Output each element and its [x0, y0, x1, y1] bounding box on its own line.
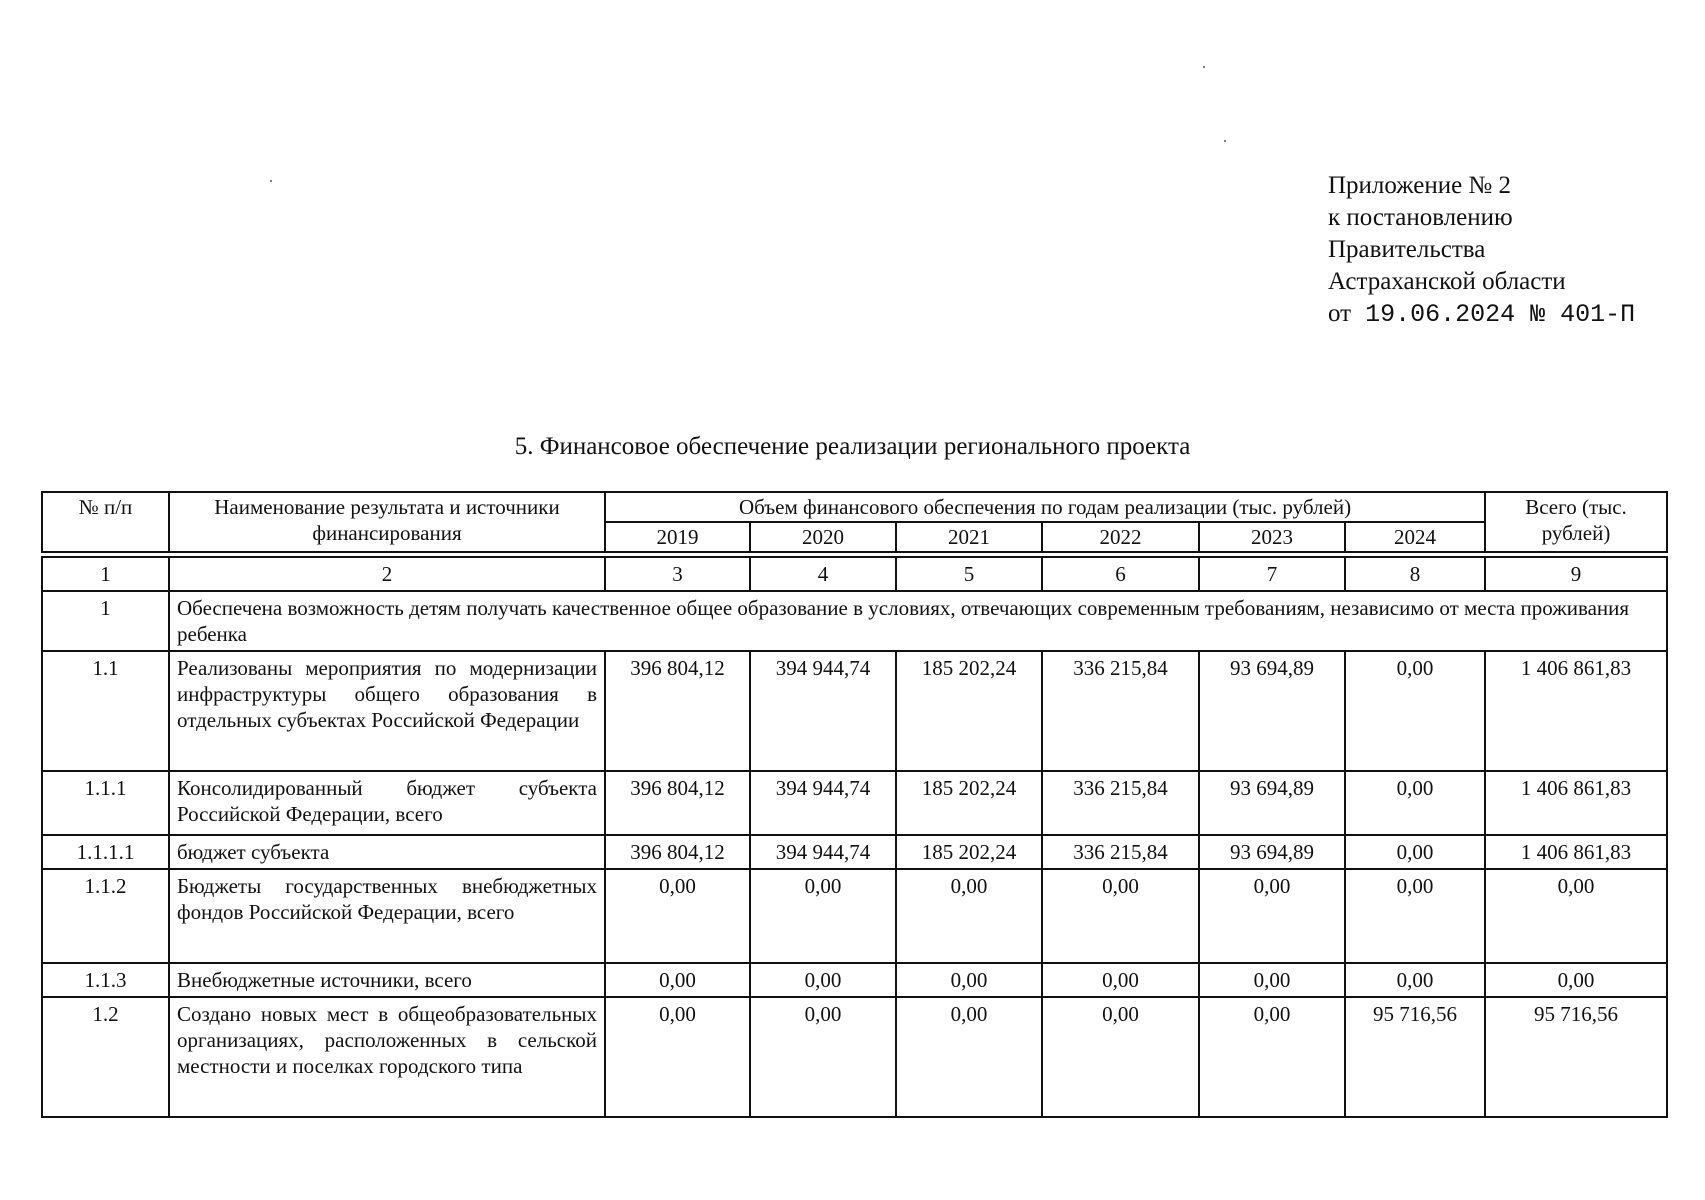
total-cell: 0,00: [1485, 869, 1667, 963]
column-number: 2: [169, 557, 605, 591]
value-cell: 336 215,84: [1042, 651, 1199, 771]
value-cell: 93 694,89: [1199, 835, 1345, 869]
column-number: 4: [750, 557, 896, 591]
value-cell: 0,00: [1345, 869, 1485, 963]
value-cell: 185 202,24: [896, 835, 1042, 869]
column-number: 1: [42, 557, 169, 591]
value-cell: 0,00: [750, 869, 896, 963]
appendix-block: [1328, 170, 1635, 331]
scan-speck: [1224, 140, 1226, 142]
row-number: 1: [42, 591, 169, 651]
row-number: 1.1.2: [42, 869, 169, 963]
scan-speck: [1203, 66, 1205, 68]
header-year: 2023: [1199, 522, 1345, 552]
value-cell: 336 215,84: [1042, 771, 1199, 835]
header-name: Наименование результата и источники финансирования: [169, 492, 605, 552]
row-name: Бюджеты государственных внебюджетных фондов Российской Федерации, всего: [169, 869, 605, 963]
section-row: [42, 591, 1667, 651]
row-name: Создано новых мест в общеобразовательных организациях, расположенных в сельской местности и поселках городского типа: [169, 997, 605, 1117]
value-cell: 394 944,74: [750, 835, 896, 869]
scan-speck: [270, 180, 272, 182]
value-cell: 0,00: [1345, 963, 1485, 997]
value-cell: 0,00: [605, 869, 750, 963]
row-number: 1.1.3: [42, 963, 169, 997]
value-cell: 394 944,74: [750, 651, 896, 771]
table-row: [42, 771, 1667, 835]
value-cell: 0,00: [605, 997, 750, 1117]
value-cell: 0,00: [1042, 869, 1199, 963]
value-cell: 0,00: [1345, 835, 1485, 869]
table-row: [42, 651, 1667, 771]
row-number: 1.1.1.1: [42, 835, 169, 869]
value-cell: 185 202,24: [896, 651, 1042, 771]
value-cell: 185 202,24: [896, 771, 1042, 835]
row-name: Реализованы мероприятия по модернизации инфраструктуры общего образования в отдельных субъектах Российской Федерации: [169, 651, 605, 771]
value-cell: 0,00: [1042, 997, 1199, 1117]
row-number: 1.2: [42, 997, 169, 1117]
value-cell: 0,00: [1199, 963, 1345, 997]
section-title: 5. Финансовое обеспечение реализации регионального проекта: [514, 433, 1191, 460]
column-number: 3: [605, 557, 750, 591]
table-row: [42, 963, 1667, 997]
value-cell: 0,00: [750, 963, 896, 997]
row-number: 1.1.1: [42, 771, 169, 835]
value-cell: 394 944,74: [750, 771, 896, 835]
appendix-line: Правительства: [1328, 236, 1486, 263]
column-number: 9: [1485, 557, 1667, 591]
column-number: 6: [1042, 557, 1199, 591]
value-cell: 93 694,89: [1199, 651, 1345, 771]
total-cell: 1 406 861,83: [1485, 835, 1667, 869]
value-cell: 396 804,12: [605, 835, 750, 869]
value-cell: 0,00: [750, 997, 896, 1117]
total-cell: 95 716,56: [1485, 997, 1667, 1117]
column-number: 5: [896, 557, 1042, 591]
financing-table: [41, 491, 1668, 1118]
date-prefix: от: [1328, 300, 1352, 327]
header-num: № п/п: [42, 492, 169, 552]
value-cell: 95 716,56: [1345, 997, 1485, 1117]
row-number: 1.1: [42, 651, 169, 771]
header-year: 2019: [605, 522, 750, 552]
row-name: Внебюджетные источники, всего: [169, 963, 605, 997]
value-cell: 0,00: [1199, 869, 1345, 963]
section-text: Обеспечена возможность детям получать качественное общее образование в условиях, отвечающих современным требованиям, независимо от места проживания ребенка: [169, 591, 1667, 651]
value-cell: 336 215,84: [1042, 835, 1199, 869]
value-cell: 0,00: [1345, 651, 1485, 771]
value-cell: 0,00: [1199, 997, 1345, 1117]
resolution-date-number: 19.06.2024 № 401-П: [1365, 300, 1636, 329]
column-number: 8: [1345, 557, 1485, 591]
value-cell: 396 804,12: [605, 651, 750, 771]
row-name: бюджет субъекта: [169, 835, 605, 869]
header-year: 2020: [750, 522, 896, 552]
row-name: Консолидированный бюджет субъекта Российской Федерации, всего: [169, 771, 605, 835]
header-year: 2021: [896, 522, 1042, 552]
appendix-date-line: [1328, 298, 1635, 331]
header-year: 2024: [1345, 522, 1485, 552]
value-cell: 0,00: [1345, 771, 1485, 835]
header-volume: Объем финансового обеспечения по годам реализации (тыс. рублей): [605, 492, 1485, 522]
value-cell: 93 694,89: [1199, 771, 1345, 835]
value-cell: 396 804,12: [605, 771, 750, 835]
value-cell: 0,00: [896, 963, 1042, 997]
appendix-line: к постановлению: [1328, 204, 1513, 231]
appendix-line: Астраханской области: [1328, 268, 1566, 295]
table-row: [42, 869, 1667, 963]
header-year: 2022: [1042, 522, 1199, 552]
value-cell: 0,00: [605, 963, 750, 997]
total-cell: 1 406 861,83: [1485, 651, 1667, 771]
total-cell: 0,00: [1485, 963, 1667, 997]
value-cell: 0,00: [896, 997, 1042, 1117]
table-row: [42, 835, 1667, 869]
value-cell: 0,00: [1042, 963, 1199, 997]
header-total: Всего (тыс. рублей): [1485, 492, 1667, 552]
appendix-line: Приложение № 2: [1328, 172, 1512, 199]
total-cell: 1 406 861,83: [1485, 771, 1667, 835]
column-number-row: [42, 557, 1667, 591]
value-cell: 0,00: [896, 869, 1042, 963]
table-row: [42, 997, 1667, 1117]
column-number: 7: [1199, 557, 1345, 591]
